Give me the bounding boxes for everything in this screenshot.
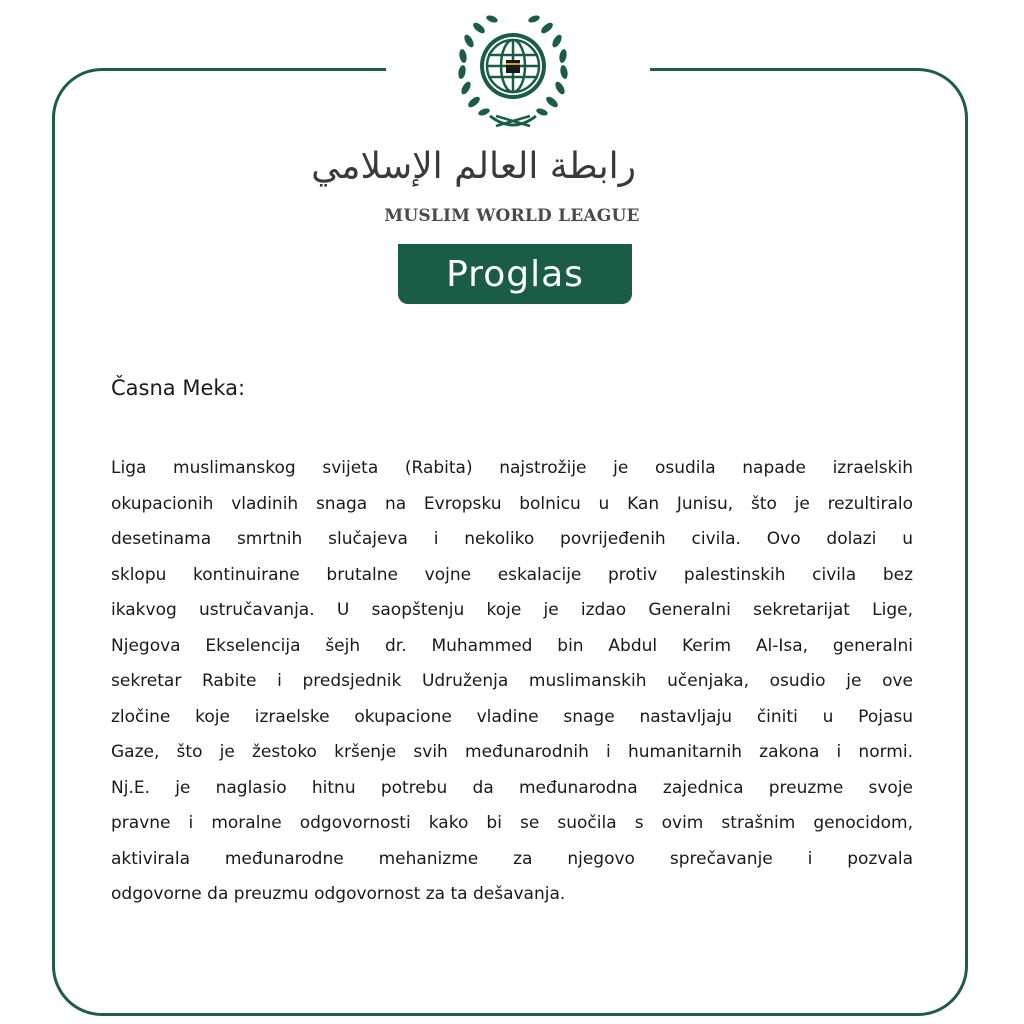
body-line: okupacionih vladinih snaga na Evropsku bolnicu u Kan Junisu, što je rezultiralo xyxy=(111,493,913,514)
body-line: sekretar Rabite i predsjednik Udruženja muslimanskih učenjaka, osudio je ove xyxy=(111,671,913,691)
body-line: pravne i moralne odgovornosti kako bi se suočila s ovim strašnim genocidom, xyxy=(111,813,913,833)
globe-laurel-emblem-icon xyxy=(452,10,574,134)
body-line: Nj.E. je naglasio hitnu potrebu da međunarodna zajednica preuzme svoje xyxy=(111,777,913,798)
statement-location: Časna Meka: xyxy=(111,376,246,400)
org-name-english: MUSLIM WORLD LEAGUE xyxy=(384,206,640,226)
body-line: Gaze, što je žestoko kršenje svih međunarodnih i humanitarnih zakona i normi. xyxy=(111,742,913,762)
body-line: Liga muslimanskog svijeta (Rabita) najstrožije je osudila napade izraelskih xyxy=(111,458,913,478)
body-line: aktivirala međunarodne mehanizme za njegovo sprečavanje i pozvala xyxy=(111,848,913,869)
body-line: zločine koje izraelske okupacione vladine snage nastavljaju činiti u Pojasu xyxy=(111,706,913,727)
org-name-arabic: رابطة العالم الإسلامي xyxy=(311,146,636,187)
body-line: ikakvog ustručavanja. U saopštenju koje je izdao Generalni sekretarijat Lige, xyxy=(111,600,913,620)
body-line: Njegova Ekselencija šejh dr. Muhammed bin Abdul Kerim Al-Isa, generalni xyxy=(111,635,913,656)
body-line: odgovorne da preuzmu odgovornost za ta dešavanja. xyxy=(111,884,566,904)
body-line: desetinama smrtnih slučajeva i nekoliko povrijeđenih civila. Ovo dolazi u xyxy=(111,529,913,549)
proglas-badge: Proglas xyxy=(398,244,632,304)
statement-body xyxy=(111,451,913,913)
body-line: sklopu kontinuirane brutalne vojne eskalacije protiv palestinskih civila bez xyxy=(111,564,913,585)
